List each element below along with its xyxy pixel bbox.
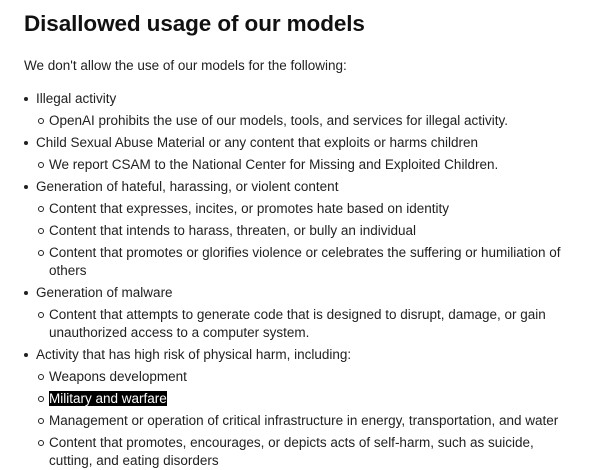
sublist-item: [36, 412, 571, 430]
bullet-icon: [24, 141, 28, 145]
circle-bullet-icon: [38, 206, 44, 212]
sublist: [36, 112, 600, 130]
sublist: [36, 156, 600, 174]
bullet-icon: [24, 291, 28, 295]
sublist-item-text: OpenAI prohibits the use of our models, tools, and services for illegal activity.: [49, 113, 508, 128]
bullet-icon: [24, 353, 28, 357]
list-item-label: Child Sexual Abuse Material or any content that exploits or harms children: [36, 135, 478, 150]
circle-bullet-icon: [38, 418, 44, 424]
circle-bullet-icon: [38, 374, 44, 380]
sublist-item-text: Content that attempts to generate code that is designed to disrupt, damage, or gain unauthorized access to a computer system.: [49, 307, 546, 340]
sublist-item: [36, 156, 571, 174]
sublist-item: [36, 244, 571, 280]
sublist-item-text: Content that promotes, encourages, or depicts acts of self-harm, such as suicide, cutting, and eating disorders: [49, 435, 534, 468]
list-item-label: Illegal activity: [36, 91, 117, 106]
sublist-item-text: We report CSAM to the National Center for Missing and Exploited Children.: [49, 157, 499, 172]
list-item-label: Activity that has high risk of physical harm, including:: [36, 347, 352, 362]
bullet-icon: [24, 97, 28, 101]
sublist-item-text: Weapons development: [49, 369, 187, 384]
list-item-hateful-content: [24, 178, 600, 280]
list-item-malware: [24, 284, 600, 342]
intro-text: We don't allow the use of our models for the following:: [24, 58, 347, 73]
list-item-csam: [24, 134, 600, 174]
circle-bullet-icon: [38, 162, 44, 168]
disallowed-usage-list: [24, 90, 600, 470]
sublist-item-text: Content that intends to harass, threaten, or bully an individual: [49, 223, 416, 238]
sublist-item-text: Content that expresses, incites, or promotes hate based on identity: [49, 201, 449, 216]
selected-text-highlight[interactable]: Military and warfare: [49, 391, 167, 406]
circle-bullet-icon: [38, 440, 44, 446]
circle-bullet-icon: [38, 250, 44, 256]
page-title: Disallowed usage of our models: [24, 11, 365, 36]
bullet-icon: [24, 185, 28, 189]
sublist: [36, 200, 600, 280]
sublist-item: [36, 368, 571, 386]
list-item-illegal-activity: [24, 90, 600, 130]
sublist: [36, 306, 600, 342]
sublist-item: [36, 200, 571, 218]
sublist-item-text: Content that promotes or glorifies violence or celebrates the suffering or humiliation of others: [49, 245, 561, 278]
circle-bullet-icon: [38, 312, 44, 318]
sublist-item-text: Management or operation of critical infrastructure in energy, transportation, and water: [49, 413, 559, 428]
circle-bullet-icon: [38, 118, 44, 124]
sublist-item-selected: [36, 390, 571, 408]
list-item-label: Generation of hateful, harassing, or violent content: [36, 179, 339, 194]
sublist-item: [36, 112, 571, 130]
circle-bullet-icon: [38, 228, 44, 234]
list-item-label: Generation of malware: [36, 285, 173, 300]
sublist-item: [36, 306, 571, 342]
sublist-item: [36, 222, 571, 240]
sublist-item: [36, 434, 571, 470]
circle-bullet-icon: [38, 396, 44, 402]
sublist: [36, 368, 600, 470]
list-item-physical-harm: [24, 346, 600, 470]
